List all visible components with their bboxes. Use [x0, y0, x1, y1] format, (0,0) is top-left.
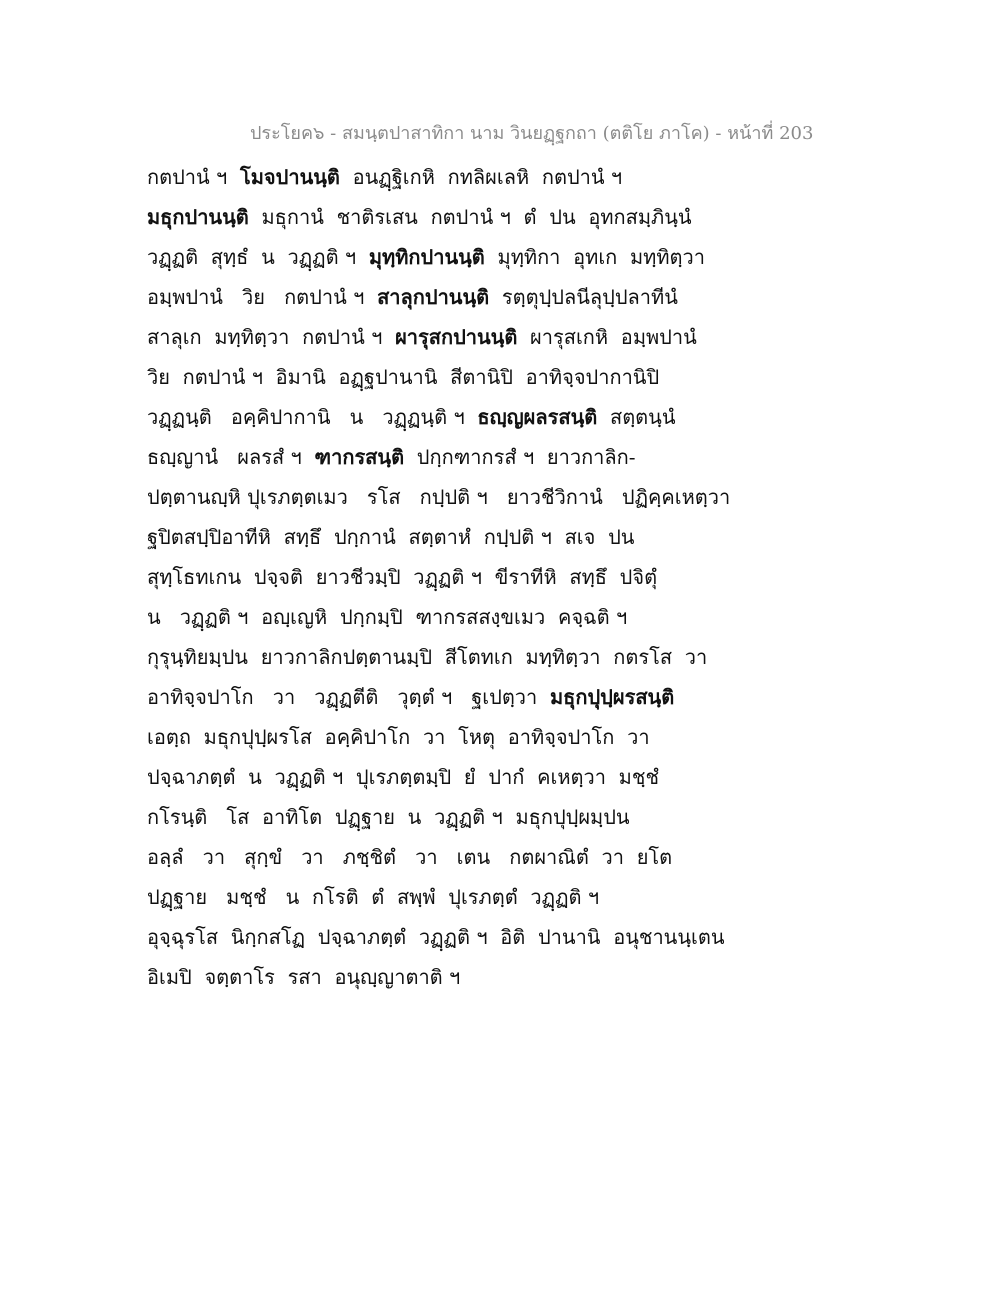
text-segment: ปตฺตานญฺหิ ปุเรภตฺตเมว รโส กปฺปติ ฯ ยาวชีวิกานํ ปฏิคฺคเหตฺวา [147, 485, 731, 509]
text-line [147, 957, 867, 997]
headword: ฑากรสนฺติ [314, 445, 405, 469]
text-line [147, 677, 867, 717]
text-segment: สตฺตนฺนํ [597, 405, 676, 429]
text-segment: กุรุนฺทิยมฺปน ยาวกาลิกปตฺตานมฺปิ สีโตทเก มทฺทิตฺวา กตรโส วา [147, 645, 708, 669]
text-segment: สุทฺโธทเกน ปจฺจติ ยาวชีวมฺปิ วฏฺฏติ ฯ ขีราทีหิ สทฺธึ ปจิตุํ [147, 565, 658, 589]
text-segment: วิย กตปานํ ฯ อิมานิ อฏฺฐปานานิ สีตานิปิ อาทิจฺจปากานิปิ [147, 365, 660, 389]
text-line [147, 317, 867, 357]
text-line [147, 237, 867, 277]
text-line [147, 717, 867, 757]
text-line [147, 597, 867, 637]
text-segment: อาทิจฺจปาโก วา วฏฺฏตีติ วุตฺตํ ฯ ฐเปตฺวา [147, 685, 550, 709]
text-line [147, 917, 867, 957]
text-segment: เอตฺถ มธุกปุปฺผรโส อคฺคิปาโก วา โหตุ อาทิจฺจปาโก วา [147, 725, 650, 749]
text-line [147, 437, 867, 477]
headword: มุทฺทิกปานนฺติ [368, 245, 485, 269]
text-segment: อมฺพปานํ วิย กตปานํ ฯ [147, 285, 378, 309]
text-segment: กตปานํ ฯ [147, 165, 240, 189]
headword: โมจปานนฺติ [240, 165, 340, 189]
text-line [147, 837, 867, 877]
text-segment: อุจฺฉุรโส นิกฺกสโฏ ปจฺฉาภตฺตํ วฏฺฏติ ฯ อิติ ปานานิ อนุชานนฺเตน [147, 925, 725, 949]
text-segment: อิเมปิ จตฺตาโร รสา อนุญฺญาตาติ ฯ [147, 965, 461, 989]
text-line [147, 797, 867, 837]
text-segment: กโรนฺติ โส อาทิโต ปฏฺฐาย น วฏฺฏติ ฯ มธุกปุปฺผมฺปน [147, 805, 630, 829]
text-line [147, 277, 867, 317]
text-segment: ฐปิตสปฺปิอาทีหิ สทฺธึ ปกฺกานํ สตฺตาหํ กปฺปติ ฯ สเจ ปน [147, 525, 635, 549]
text-segment: น วฏฺฏติ ฯ อญฺเญหิ ปกฺกมฺปิ ฑากรสสงฺขเมว คจฺฉติ ฯ [147, 605, 628, 629]
text-line [147, 877, 867, 917]
text-segment: อนฏฺฐิเกหิ กทลิผเลหิ กตปานํ ฯ [339, 165, 623, 189]
text-line [147, 517, 867, 557]
text-line [147, 637, 867, 677]
headword: มธุกปุปฺผรสนฺติ [549, 685, 675, 709]
text-segment: ธญฺญานํ ผลรสํ ฯ [147, 445, 315, 469]
text-segment: สาลุเก มทฺทิตฺวา กตปานํ ฯ [147, 325, 396, 349]
text-segment: มุทฺทิกา อุทเก มทฺทิตฺวา [484, 245, 705, 269]
text-line [147, 477, 867, 517]
headword: ธญฺญผลรสนฺติ [477, 405, 598, 429]
headword: มธุกปานนฺติ [147, 205, 249, 229]
text-segment: ปจฺฉาภตฺตํ น วฏฺฏติ ฯ ปุเรภตฺตมฺปิ ยํ ปากํ คเหตฺวา มชฺชํ [147, 765, 660, 789]
text-segment: ผารุสเกหิ อมฺพปานํ [517, 325, 697, 349]
text-segment: วฏฺฏนฺติ อคฺคิปากานิ น วฏฺฏนฺติ ฯ [147, 405, 478, 429]
text-segment: รตฺตุปฺปลนีลุปฺปลาทีนํ [489, 285, 678, 309]
text-segment: ปฏฺฐาย มชฺชํ น กโรติ ตํ สพฺพํ ปุเรภตฺตํ วฏฺฏติ ฯ [147, 885, 600, 909]
text-segment: วฏฺฏติ สุทฺธํ น วฏฺฏติ ฯ [147, 245, 369, 269]
body-text [147, 157, 867, 997]
running-header: ประโยค๖ - สมนฺตปาสาทิกา นาม วินยฏฺฐกถา (ตติโย ภาโค) - หน้าที่ 203 [250, 123, 814, 144]
headword: สาลุกปานนฺติ [377, 285, 490, 309]
headword: ผารุสกปานนฺติ [395, 325, 518, 349]
text-line [147, 157, 867, 197]
text-line [147, 757, 867, 797]
text-segment: ปกฺกฑากรสํ ฯ ยาวกาลิก- [404, 445, 636, 469]
text-segment: มธุกานํ ชาติรเสน กตปานํ ฯ ตํ ปน อุทกสมฺภินฺนํ [248, 205, 692, 229]
text-segment: อลฺลํ วา สุกฺขํ วา ภชฺชิตํ วา เตน กตผาณิตํ วา ยโต [147, 845, 673, 869]
text-line [147, 197, 867, 237]
text-line [147, 397, 867, 437]
text-line [147, 357, 867, 397]
text-line [147, 557, 867, 597]
